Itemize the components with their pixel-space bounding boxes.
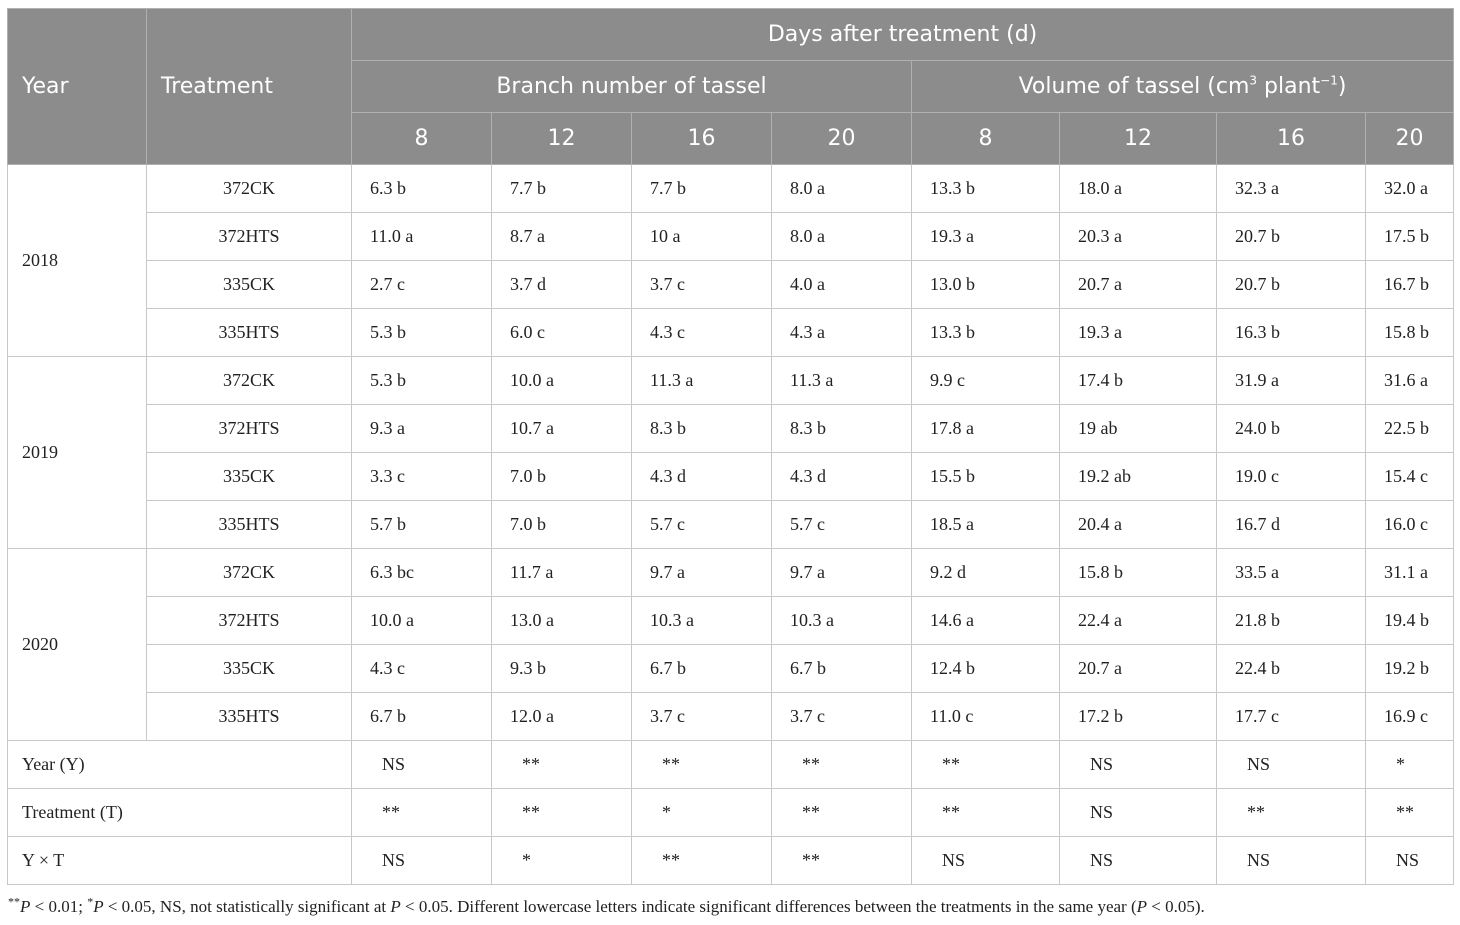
value-cell: 6.0 c xyxy=(492,309,632,357)
value-cell: 4.3 d xyxy=(632,453,772,501)
effect-label: Year (Y) xyxy=(8,741,352,789)
value-cell: 3.7 d xyxy=(492,261,632,309)
value-cell: 20.7 b xyxy=(1217,213,1366,261)
value-cell: 5.3 b xyxy=(352,357,492,405)
value-cell: 8.0 a xyxy=(772,165,912,213)
value-cell: 17.8 a xyxy=(912,405,1060,453)
value-cell: 17.5 b xyxy=(1366,213,1454,261)
value-cell: 19.3 a xyxy=(912,213,1060,261)
value-cell: 16.7 b xyxy=(1366,261,1454,309)
value-cell: 7.7 b xyxy=(492,165,632,213)
value-cell: 15.8 b xyxy=(1060,549,1217,597)
treatment-cell: 372HTS xyxy=(147,405,352,453)
significance-cell: * xyxy=(1366,741,1454,789)
treatment-cell: 372CK xyxy=(147,165,352,213)
treatment-cell: 372CK xyxy=(147,357,352,405)
value-cell: 19 ab xyxy=(1060,405,1217,453)
value-cell: 11.3 a xyxy=(772,357,912,405)
effect-row xyxy=(8,789,1454,837)
significance-cell: ** xyxy=(912,789,1060,837)
value-cell: 9.7 a xyxy=(632,549,772,597)
value-cell: 7.0 b xyxy=(492,453,632,501)
value-cell: 6.7 b xyxy=(772,645,912,693)
treatment-column-header: Treatment xyxy=(147,9,352,165)
treatment-cell: 335HTS xyxy=(147,693,352,741)
value-cell: 21.8 b xyxy=(1217,597,1366,645)
value-cell: 13.0 a xyxy=(492,597,632,645)
table-row xyxy=(8,597,1454,645)
value-cell: 20.7 a xyxy=(1060,645,1217,693)
value-cell: 13.3 b xyxy=(912,309,1060,357)
value-cell: 10.3 a xyxy=(772,597,912,645)
value-cell: 20.3 a xyxy=(1060,213,1217,261)
value-cell: 4.3 c xyxy=(352,645,492,693)
significance-cell: NS xyxy=(352,741,492,789)
value-cell: 32.0 a xyxy=(1366,165,1454,213)
day-column-header: 8 xyxy=(912,113,1060,165)
significance-cell: ** xyxy=(912,741,1060,789)
significance-cell: ** xyxy=(352,789,492,837)
value-cell: 6.3 bc xyxy=(352,549,492,597)
value-cell: 24.0 b xyxy=(1217,405,1366,453)
significance-cell: NS xyxy=(1217,837,1366,885)
value-cell: 16.9 c xyxy=(1366,693,1454,741)
value-cell: 5.7 c xyxy=(772,501,912,549)
effect-label: Y × T xyxy=(8,837,352,885)
value-cell: 22.4 b xyxy=(1217,645,1366,693)
value-cell: 6.7 b xyxy=(352,693,492,741)
value-cell: 12.4 b xyxy=(912,645,1060,693)
value-cell: 19.3 a xyxy=(1060,309,1217,357)
value-cell: 9.3 a xyxy=(352,405,492,453)
day-column-header: 20 xyxy=(1366,113,1454,165)
value-cell: 3.3 c xyxy=(352,453,492,501)
table-row xyxy=(8,213,1454,261)
value-cell: 5.7 b xyxy=(352,501,492,549)
value-cell: 22.4 a xyxy=(1060,597,1217,645)
treatment-cell: 335CK xyxy=(147,645,352,693)
value-cell: 16.3 b xyxy=(1217,309,1366,357)
day-column-header: 12 xyxy=(1060,113,1217,165)
significance-cell: ** xyxy=(1217,789,1366,837)
treatment-cell: 335HTS xyxy=(147,501,352,549)
effect-row xyxy=(8,741,1454,789)
day-column-header: 20 xyxy=(772,113,912,165)
value-cell: 4.0 a xyxy=(772,261,912,309)
value-cell: 10 a xyxy=(632,213,772,261)
value-cell: 3.7 c xyxy=(632,261,772,309)
value-cell: 2.7 c xyxy=(352,261,492,309)
value-cell: 14.6 a xyxy=(912,597,1060,645)
value-cell: 6.7 b xyxy=(632,645,772,693)
treatment-cell: 372HTS xyxy=(147,213,352,261)
volume-group-header: Volume of tassel ($cm^3$ plant$^{-1}$) xyxy=(912,61,1454,113)
value-cell: 7.0 b xyxy=(492,501,632,549)
treatment-cell: 372HTS xyxy=(147,597,352,645)
value-cell: 17.2 b xyxy=(1060,693,1217,741)
day-column-header: 16 xyxy=(632,113,772,165)
significance-cell: NS xyxy=(352,837,492,885)
value-cell: 3.7 c xyxy=(772,693,912,741)
value-cell: 31.1 a xyxy=(1366,549,1454,597)
significance-cell: NS xyxy=(1366,837,1454,885)
year-cell: 2020 xyxy=(8,549,147,741)
value-cell: 20.7 a xyxy=(1060,261,1217,309)
value-cell: 22.5 b xyxy=(1366,405,1454,453)
days-after-treatment-header: Days after treatment (d) xyxy=(352,9,1454,61)
tassel-data-table xyxy=(7,8,1454,885)
table-row xyxy=(8,165,1454,213)
value-cell: 17.7 c xyxy=(1217,693,1366,741)
value-cell: 8.0 a xyxy=(772,213,912,261)
table-row xyxy=(8,501,1454,549)
table-row xyxy=(8,645,1454,693)
significance-cell: * xyxy=(492,837,632,885)
value-cell: 11.7 a xyxy=(492,549,632,597)
table-header xyxy=(8,9,1454,165)
significance-cell: ** xyxy=(632,741,772,789)
value-cell: 9.7 a xyxy=(772,549,912,597)
treatment-cell: 372CK xyxy=(147,549,352,597)
branch-number-group-header: Branch number of tassel xyxy=(352,61,912,113)
value-cell: 8.7 a xyxy=(492,213,632,261)
significance-cell: ** xyxy=(1366,789,1454,837)
year-cell: 2019 xyxy=(8,357,147,549)
table-container xyxy=(7,8,1453,885)
table-row xyxy=(8,453,1454,501)
significance-cell: ** xyxy=(492,789,632,837)
day-column-header: 16 xyxy=(1217,113,1366,165)
value-cell: 16.0 c xyxy=(1366,501,1454,549)
value-cell: 17.4 b xyxy=(1060,357,1217,405)
table-row xyxy=(8,693,1454,741)
value-cell: 15.4 c xyxy=(1366,453,1454,501)
day-column-header: 12 xyxy=(492,113,632,165)
value-cell: 4.3 c xyxy=(632,309,772,357)
value-cell: 4.3 d xyxy=(772,453,912,501)
value-cell: 15.5 b xyxy=(912,453,1060,501)
significance-cell: ** xyxy=(632,837,772,885)
value-cell: 3.7 c xyxy=(632,693,772,741)
significance-cell: ** xyxy=(772,837,912,885)
value-cell: 11.0 a xyxy=(352,213,492,261)
significance-cell: * xyxy=(632,789,772,837)
value-cell: 9.9 c xyxy=(912,357,1060,405)
effect-label: Treatment (T) xyxy=(8,789,352,837)
table-body xyxy=(8,165,1454,885)
value-cell: 20.4 a xyxy=(1060,501,1217,549)
value-cell: 10.7 a xyxy=(492,405,632,453)
value-cell: 15.8 b xyxy=(1366,309,1454,357)
effect-row xyxy=(8,837,1454,885)
significance-cell: NS xyxy=(912,837,1060,885)
value-cell: 10.0 a xyxy=(352,597,492,645)
value-cell: 19.2 b xyxy=(1366,645,1454,693)
treatment-cell: 335CK xyxy=(147,261,352,309)
significance-cell: ** xyxy=(492,741,632,789)
significance-cell: ** xyxy=(772,789,912,837)
value-cell: 10.3 a xyxy=(632,597,772,645)
year-column-header: Year xyxy=(8,9,147,165)
value-cell: 5.7 c xyxy=(632,501,772,549)
value-cell: 10.0 a xyxy=(492,357,632,405)
table-row xyxy=(8,549,1454,597)
value-cell: 19.2 ab xyxy=(1060,453,1217,501)
value-cell: 19.0 c xyxy=(1217,453,1366,501)
value-cell: 11.3 a xyxy=(632,357,772,405)
significance-cell: NS xyxy=(1060,741,1217,789)
value-cell: 6.3 b xyxy=(352,165,492,213)
value-cell: 11.0 c xyxy=(912,693,1060,741)
value-cell: 32.3 a xyxy=(1217,165,1366,213)
table-row xyxy=(8,309,1454,357)
value-cell: 13.3 b xyxy=(912,165,1060,213)
value-cell: 7.7 b xyxy=(632,165,772,213)
significance-cell: NS xyxy=(1060,837,1217,885)
value-cell: 20.7 b xyxy=(1217,261,1366,309)
value-cell: 9.2 d xyxy=(912,549,1060,597)
table-row xyxy=(8,357,1454,405)
value-cell: 12.0 a xyxy=(492,693,632,741)
year-cell: 2018 xyxy=(8,165,147,357)
day-column-header: 8 xyxy=(352,113,492,165)
value-cell: 9.3 b xyxy=(492,645,632,693)
value-cell: 18.5 a xyxy=(912,501,1060,549)
significance-cell: NS xyxy=(1217,741,1366,789)
value-cell: 31.9 a xyxy=(1217,357,1366,405)
table-row xyxy=(8,261,1454,309)
value-cell: 4.3 a xyxy=(772,309,912,357)
significance-cell: NS xyxy=(1060,789,1217,837)
value-cell: 8.3 b xyxy=(772,405,912,453)
value-cell: 33.5 a xyxy=(1217,549,1366,597)
treatment-cell: 335HTS xyxy=(147,309,352,357)
value-cell: 18.0 a xyxy=(1060,165,1217,213)
value-cell: 13.0 b xyxy=(912,261,1060,309)
value-cell: 8.3 b xyxy=(632,405,772,453)
value-cell: 16.7 d xyxy=(1217,501,1366,549)
value-cell: 19.4 b xyxy=(1366,597,1454,645)
treatment-cell: 335CK xyxy=(147,453,352,501)
value-cell: 5.3 b xyxy=(352,309,492,357)
table-row xyxy=(8,405,1454,453)
table-footnote: **P < 0.01; *P < 0.05, NS, not statistically significant at P < 0.05. Different lowercase letters indicate significant differences between the treatments in the same year (P < 0.05). xyxy=(8,894,1205,916)
value-cell: 31.6 a xyxy=(1366,357,1454,405)
significance-cell: ** xyxy=(772,741,912,789)
